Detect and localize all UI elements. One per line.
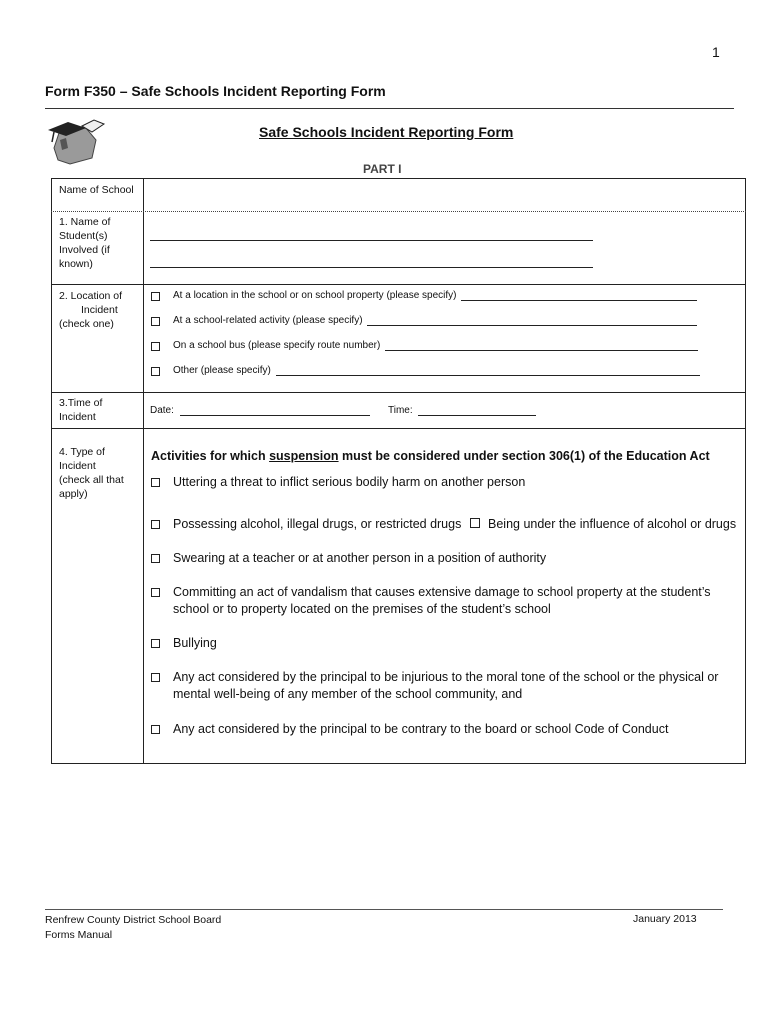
swearing-label: Swearing at a teacher or at another person in a position of authority — [173, 551, 547, 565]
student-name-line[interactable] — [150, 267, 593, 268]
location-label: 2. Location of Incident (check one) — [59, 290, 123, 330]
school-logo-icon — [46, 118, 106, 168]
possessing-label: Possessing alcohol, illegal drugs, or restricted drugs — [173, 517, 462, 531]
location-option-label: Other (please specify) — [173, 365, 271, 376]
part-label: PART I — [363, 162, 402, 176]
type-label: 4. Type of Incident (check all that apply) — [59, 446, 124, 500]
location-activity-checkbox[interactable] — [151, 317, 160, 326]
form-header-title: Form F350 – Safe Schools Incident Reporting Form — [45, 83, 386, 99]
students-label: 1. Name of Student(s) Involved (if known) — [59, 216, 111, 270]
date-label: Date: — [150, 405, 174, 416]
location-specify-line[interactable] — [367, 325, 697, 326]
student-name-line[interactable] — [150, 240, 593, 241]
footer-divider — [45, 909, 723, 910]
activities-heading: Activities for which suspension must be considered under section 306(1) of the Education Act — [151, 449, 710, 463]
bullying-label: Bullying — [173, 636, 217, 650]
row-divider — [51, 428, 746, 429]
bullying-checkbox[interactable] — [151, 639, 160, 648]
school-name-field[interactable] — [146, 181, 742, 209]
header-divider — [45, 108, 734, 109]
location-school-checkbox[interactable] — [151, 292, 160, 301]
moral-tone-checkbox[interactable] — [151, 673, 160, 682]
location-specify-line[interactable] — [385, 350, 698, 351]
code-of-conduct-checkbox[interactable] — [151, 725, 160, 734]
time-field-label: Time: — [388, 405, 413, 416]
code-of-conduct-label: Any act considered by the principal to be contrary to the board or school Code of Conduct — [173, 722, 669, 736]
possessing-checkbox[interactable] — [151, 520, 160, 529]
date-field[interactable] — [180, 415, 370, 416]
school-name-label: Name of School — [59, 184, 134, 196]
threat-checkbox[interactable] — [151, 478, 160, 487]
time-label: 3.Time of Incident — [59, 397, 103, 423]
row-divider — [51, 284, 746, 285]
location-specify-line[interactable] — [461, 300, 697, 301]
footer-board: Renfrew County District School Board Forms Manual — [45, 914, 222, 941]
location-option-label: At a location in the school or on school property (please specify) — [173, 290, 457, 301]
influence-label: Being under the influence of alcohol or drugs — [488, 517, 737, 531]
time-field[interactable] — [418, 415, 536, 416]
column-divider — [143, 178, 144, 764]
vandalism-label: Committing an act of vandalism that causes extensive damage to school property at the student’s school or to property located on the premises of the student’s school — [173, 585, 711, 616]
location-bus-checkbox[interactable] — [151, 342, 160, 351]
location-option-label: On a school bus (please specify route number) — [173, 340, 381, 351]
moral-tone-label: Any act considered by the principal to be injurious to the moral tone of the school or the physical or mental well-being of any member of the school community, and — [173, 670, 719, 701]
influence-checkbox[interactable] — [470, 518, 480, 528]
location-other-checkbox[interactable] — [151, 367, 160, 376]
threat-label: Uttering a threat to inflict serious bodily harm on another person — [173, 475, 526, 489]
row-divider — [51, 211, 746, 212]
footer-date: January 2013 — [633, 913, 697, 925]
location-specify-line[interactable] — [276, 375, 700, 376]
form-title: Safe Schools Incident Reporting Form — [259, 124, 514, 140]
vandalism-checkbox[interactable] — [151, 588, 160, 597]
location-option-label: At a school-related activity (please specify) — [173, 315, 363, 326]
row-divider — [51, 392, 746, 393]
page-number: 1 — [712, 44, 720, 60]
swearing-checkbox[interactable] — [151, 554, 160, 563]
